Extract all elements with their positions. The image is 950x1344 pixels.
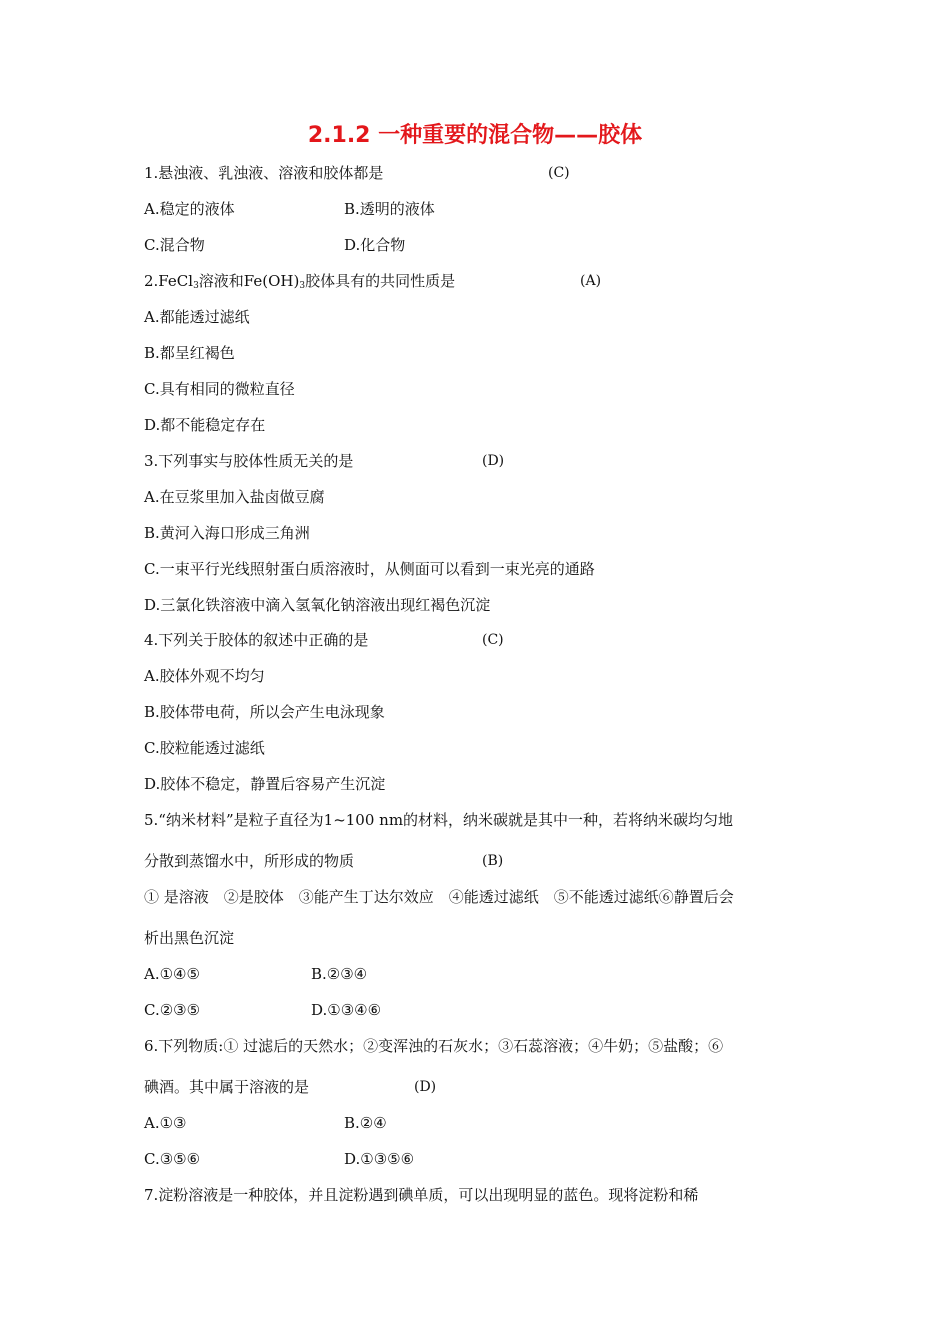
q4-option-c: C.胶粒能透过滤纸 bbox=[144, 739, 265, 757]
q6-option-a: A.①③ bbox=[144, 1114, 187, 1132]
q4-option-a: A.胶体外观不均匀 bbox=[144, 667, 265, 685]
q4-option-d: D.胶体不稳定，静置后容易产生沉淀 bbox=[144, 775, 386, 793]
q1-stem: 1.悬浊液、乳浊液、溶液和胶体都是 bbox=[144, 164, 384, 182]
q2-option-c: C.具有相同的微粒直径 bbox=[144, 380, 295, 398]
q1-option-a: A.稳定的液体 bbox=[144, 200, 235, 218]
q2-stem-sub1: 3 bbox=[193, 281, 199, 291]
q1-option-c: C.混合物 bbox=[144, 236, 205, 254]
q3-option-a: A.在豆浆里加入盐卤做豆腐 bbox=[144, 488, 325, 506]
q1-answer: (C) bbox=[548, 165, 570, 181]
q1-option-b: B.透明的液体 bbox=[344, 200, 435, 218]
q2-option-b: B.都呈红褐色 bbox=[144, 344, 235, 362]
q1-option-d: D.化合物 bbox=[344, 236, 406, 254]
q5-statements-line2: 析出黑色沉淀 bbox=[144, 929, 235, 947]
q3-stem: 3.下列事实与胶体性质无关的是 bbox=[144, 452, 354, 470]
q5-option-d: D.①③④⑥ bbox=[311, 1001, 382, 1019]
q6-option-c: C.③⑤⑥ bbox=[144, 1150, 201, 1168]
q7-stem-line1: 7.淀粉溶液是一种胶体，并且淀粉遇到碘单质，可以出现明显的蓝色。现将淀粉和稀 bbox=[144, 1186, 699, 1204]
q5-answer: (B) bbox=[482, 853, 504, 869]
q5-option-a: A.①④⑤ bbox=[144, 965, 200, 983]
q3-option-d: D.三氯化铁溶液中滴入氢氧化钠溶液出现红褐色沉淀 bbox=[144, 596, 491, 614]
q2-stem bbox=[144, 271, 455, 296]
q6-stem-line2: 碘酒。其中属于溶液的是 bbox=[144, 1078, 310, 1096]
q3-answer: (D) bbox=[482, 453, 505, 469]
q4-option-b: B.胶体带电荷，所以会产生电泳现象 bbox=[144, 703, 385, 721]
q3-option-b: B.黄河入海口形成三角洲 bbox=[144, 524, 310, 542]
q6-option-b: B.②④ bbox=[344, 1114, 387, 1132]
q3-option-c: C.一束平行光线照射蛋白质溶液时，从侧面可以看到一束光亮的通路 bbox=[144, 560, 595, 578]
q5-option-b: B.②③④ bbox=[311, 965, 368, 983]
q6-answer: (D) bbox=[414, 1079, 437, 1095]
q5-statements-line1: ① 是溶液 ②是胶体 ③能产生丁达尔效应 ④能透过滤纸 ⑤不能透过滤纸⑥静置后会 bbox=[144, 888, 734, 906]
q2-stem-sub2: 3 bbox=[299, 281, 306, 291]
q6-option-d: D.①③⑤⑥ bbox=[344, 1150, 415, 1168]
q2-option-a: A.都能透过滤纸 bbox=[144, 308, 250, 326]
page-title: 2.1.2 一种重要的混合物——胶体 bbox=[307, 123, 643, 148]
q6-stem-line1: 6.下列物质:① 过滤后的天然水；②变浑浊的石灰水；③石蕊溶液；④牛奶；⑤盐酸；⑥ bbox=[144, 1037, 724, 1055]
q2-option-d: D.都不能稳定存在 bbox=[144, 416, 266, 434]
q5-option-c: C.②③⑤ bbox=[144, 1001, 201, 1019]
q2-stem-post: 胶体具有的共同性质是 bbox=[305, 272, 456, 290]
q4-stem: 4.下列关于胶体的叙述中正确的是 bbox=[144, 631, 369, 649]
q2-answer: (A) bbox=[580, 273, 602, 289]
q5-stem-line2: 分散到蒸馏水中，所形成的物质 bbox=[144, 852, 355, 870]
q2-stem-pre: 2.FeCl bbox=[144, 272, 194, 290]
q4-answer: (C) bbox=[482, 632, 504, 648]
q5-stem-line1: 5.“纳米材料”是粒子直径为1~100 nm的材料，纳米碳就是其中一种，若将纳米碳均匀地 bbox=[144, 811, 734, 829]
q2-stem-mid: 溶液和Fe(OH) bbox=[198, 272, 300, 290]
